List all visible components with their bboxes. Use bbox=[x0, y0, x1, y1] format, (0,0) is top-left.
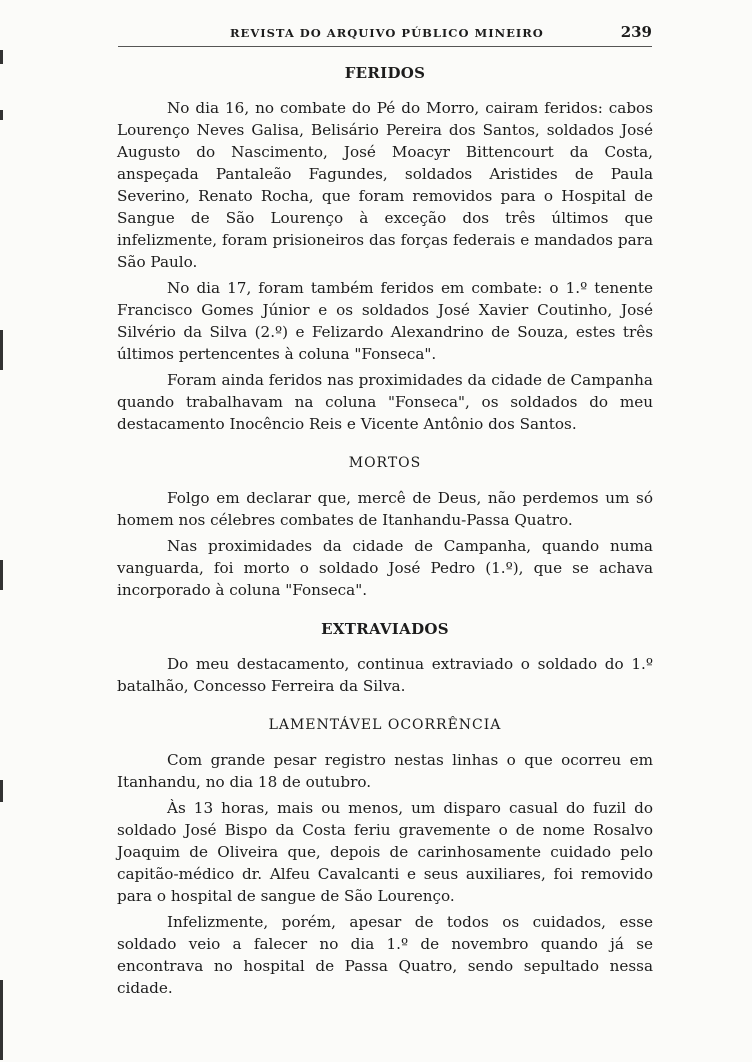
section-heading: EXTRAVIADOS bbox=[321, 620, 449, 638]
paragraph: Do meu destacamento, continua extraviado o soldado do 1.º batalhão, Concesso Ferreira da Silva. bbox=[117, 655, 653, 695]
paragraph: Às 13 horas, mais ou menos, um disparo casual do fuzil do soldado José Bispo da Costa feriu gravemente o de nome Rosalvo Joaquim de Oliveira que, depois de carinhosamente cuidado pelo capitão-médico dr. Alfeu Cavalcanti e seus auxiliares, foi removido para o hospital de sangue de São Lourenço. bbox=[117, 799, 653, 905]
paragraph: Folgo em declarar que, mercê de Deus, não perdemos um só homem nos célebres combates de Itanhandu-Passa Quatro. bbox=[117, 489, 653, 529]
section-heading: LAMENTÁVEL OCORRÊNCIA bbox=[268, 717, 502, 733]
section-lamentavel-ocorrencia bbox=[117, 714, 653, 999]
section-heading: MORTOS bbox=[348, 455, 422, 471]
section-mortos bbox=[117, 452, 653, 601]
section-extraviados bbox=[117, 618, 653, 697]
scan-edge bbox=[0, 0, 4, 1062]
paragraph: Foram ainda feridos nas proximidades da cidade de Campanha quando trabalhavam na coluna "Fonseca", os soldados do meu destacamento Inocêncio Reis e Vicente Antônio dos Santos. bbox=[117, 371, 653, 433]
running-title: REVISTA DO ARQUIVO PÚBLICO MINEIRO bbox=[230, 26, 544, 40]
paragraph: Infelizmente, porém, apesar de todos os cuidados, esse soldado veio a falecer no dia 1.º de novembro quando já se encontrava no hospital de Passa Quatro, sendo sepultado nessa cidade. bbox=[117, 913, 653, 997]
paragraph: Nas proximidades da cidade de Campanha, quando numa vanguarda, foi morto o soldado José Pedro (1.º), que se achava incorporado à coluna "Fonseca". bbox=[117, 537, 653, 599]
article-body bbox=[117, 62, 653, 999]
section-heading: FERIDOS bbox=[344, 64, 426, 82]
paragraph: No dia 17, foram também feridos em combate: o 1.º tenente Francisco Gomes Júnior e os soldados José Xavier Coutinho, José Silvério da Silva (2.º) e Felizardo Alexandrino de Souza, estes três últimos pertencentes à coluna "Fonseca". bbox=[117, 279, 653, 363]
section-feridos bbox=[117, 62, 653, 435]
paragraph: Com grande pesar registro nestas linhas o que ocorreu em Itanhandu, no dia 18 de outubro. bbox=[117, 751, 653, 791]
running-header bbox=[118, 24, 652, 47]
paragraph: No dia 16, no combate do Pé do Morro, cairam feridos: cabos Lourenço Neves Galisa, Belisário Pereira dos Santos, soldados José Augusto do Nascimento, José Moacyr Bittencourt da Costa, anspeçada Pantaleão Fagundes, soldados Aristides de Paula Severino, Renato Rocha, que foram removidos para o Hospital de Sangue de São Lourenço à exceção dos três últimos que infelizmente, foram prisioneiros das forças federais e mandados para São Paulo. bbox=[117, 99, 653, 271]
page-number: 239 bbox=[620, 23, 652, 41]
